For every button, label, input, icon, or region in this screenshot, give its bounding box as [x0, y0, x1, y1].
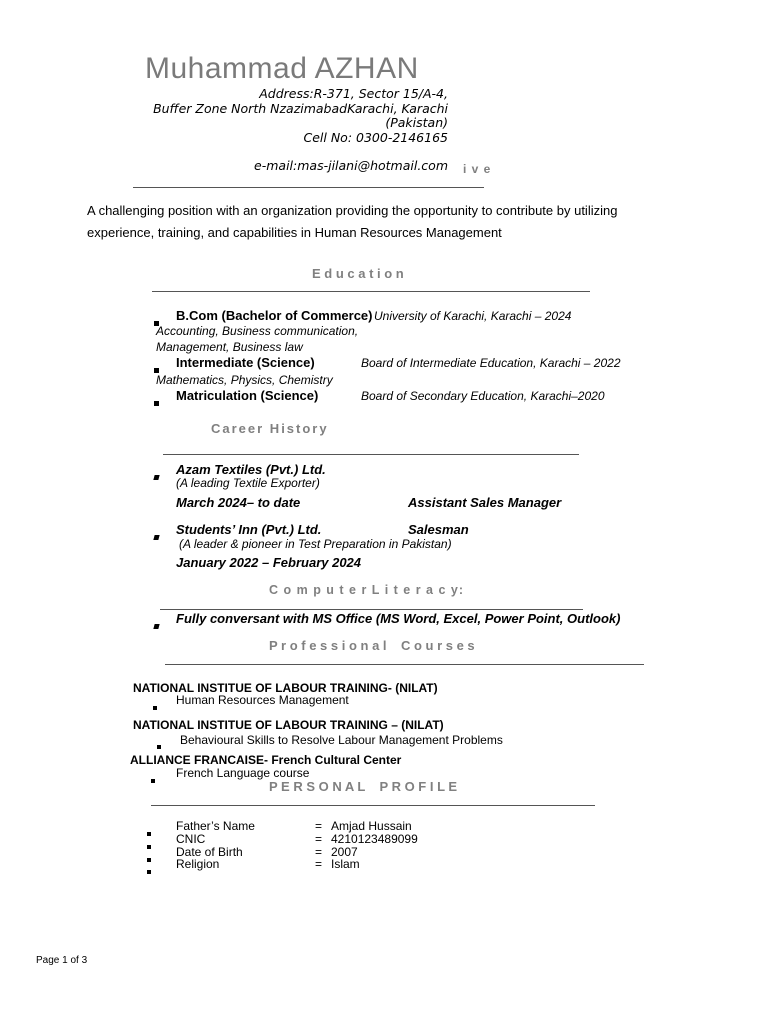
- job-period: March 2024– to date: [176, 495, 301, 510]
- profile-divider: [151, 805, 595, 806]
- profile-value: Islam: [331, 857, 360, 871]
- degree-institution: Board of Secondary Education, Karachi–2020: [361, 389, 605, 403]
- address-line-1: Address:R-371, Sector 15/A-4,: [259, 86, 448, 101]
- cell-number: Cell No: 0300-2146165: [303, 130, 448, 145]
- profile-value: 4210123489099: [331, 832, 418, 846]
- bullet-icon: [154, 616, 159, 634]
- degree-subjects: Accounting, Business communication,: [156, 324, 359, 338]
- profile-label: Religion: [176, 857, 220, 871]
- course-institute: ALLIANCE FRANCAISE- French Cultural Center: [130, 753, 402, 767]
- bullet-icon: [154, 393, 159, 411]
- profile-equals: =: [315, 819, 323, 833]
- profile-heading: P E R S O N A L P R O F I L E: [269, 779, 458, 794]
- computer-skill: Fully conversant with MS Office (MS Word, Excel, Power Point, Outlook): [176, 611, 621, 626]
- email-address: e-mail:mas-jilani@hotmail.com: [254, 158, 448, 173]
- address-line-3: (Pakistan): [385, 115, 448, 130]
- profile-equals: =: [315, 832, 323, 846]
- profile-value: 2007: [331, 845, 358, 859]
- stray-heading: i v e: [463, 162, 492, 176]
- profile-label: Father’s Name: [176, 819, 255, 833]
- profile-label: Date of Birth: [176, 845, 243, 859]
- bullet-icon: [157, 736, 161, 754]
- page-number: Page 1 of 3: [36, 955, 88, 966]
- job-company: Azam Textiles (Pvt.) Ltd.: [176, 462, 326, 477]
- degree-institution: Board of Intermediate Education, Karachi – 2022: [361, 356, 621, 370]
- profile-label: CNIC: [176, 832, 206, 846]
- address-line-2: Buffer Zone North NzazimabadKarachi, Karachi: [153, 101, 448, 116]
- bullet-icon: [154, 467, 159, 485]
- profile-equals: =: [315, 845, 323, 859]
- degree-subjects: Mathematics, Physics, Chemistry: [156, 373, 333, 387]
- job-role: Salesman: [408, 522, 469, 537]
- education-heading: E d u c a t i o n: [312, 266, 404, 281]
- degree-subjects: Management, Business law: [156, 340, 303, 354]
- career-heading: Career History: [211, 421, 329, 436]
- job-role: Assistant Sales Manager: [408, 495, 562, 510]
- course-name: Behavioural Skills to Resolve Labour Management Problems: [180, 733, 503, 747]
- job-company: Students’ Inn (Pvt.) Ltd.: [176, 522, 322, 537]
- course-name: Human Resources Management: [176, 693, 349, 707]
- degree-title: B.Com (Bachelor of Commerce): [176, 308, 373, 323]
- degree-title: Intermediate (Science): [176, 355, 315, 370]
- objective-line-1: A challenging position with an organization providing the opportunity to contribute by utilizing: [87, 203, 618, 218]
- header-divider: [133, 187, 484, 188]
- courses-heading: P r o f e s s i o n a l C o u r s e s: [269, 638, 475, 653]
- degree-institution: University of Karachi, Karachi – 2024: [374, 309, 572, 323]
- bullet-icon: [154, 527, 159, 545]
- education-divider: [152, 291, 590, 292]
- career-divider: [163, 454, 579, 455]
- job-period: January 2022 – February 2024: [176, 555, 362, 570]
- course-institute: NATIONAL INSTITUE OF LABOUR TRAINING – (NILAT): [133, 718, 444, 732]
- course-name: French Language course: [176, 766, 310, 780]
- profile-equals: =: [315, 857, 323, 871]
- job-description: (A leading Textile Exporter): [176, 476, 320, 490]
- bullet-icon: [147, 861, 151, 879]
- bullet-icon: [153, 697, 157, 715]
- course-institute: NATIONAL INSTITUE OF LABOUR TRAINING- (NILAT): [133, 681, 438, 695]
- bullet-icon: [151, 770, 155, 788]
- degree-title: Matriculation (Science): [176, 388, 319, 403]
- computer-heading: C o m p u t e r L i t e r a c y:: [269, 583, 465, 597]
- courses-divider: [165, 664, 644, 665]
- computer-divider: [160, 609, 583, 610]
- candidate-name: Muhammad AZHAN: [145, 52, 419, 85]
- profile-value: Amjad Hussain: [331, 819, 412, 833]
- job-description: (A leader & pioneer in Test Preparation in Pakistan): [179, 537, 452, 551]
- objective-line-2: experience, training, and capabilities in Human Resources Management: [87, 225, 502, 240]
